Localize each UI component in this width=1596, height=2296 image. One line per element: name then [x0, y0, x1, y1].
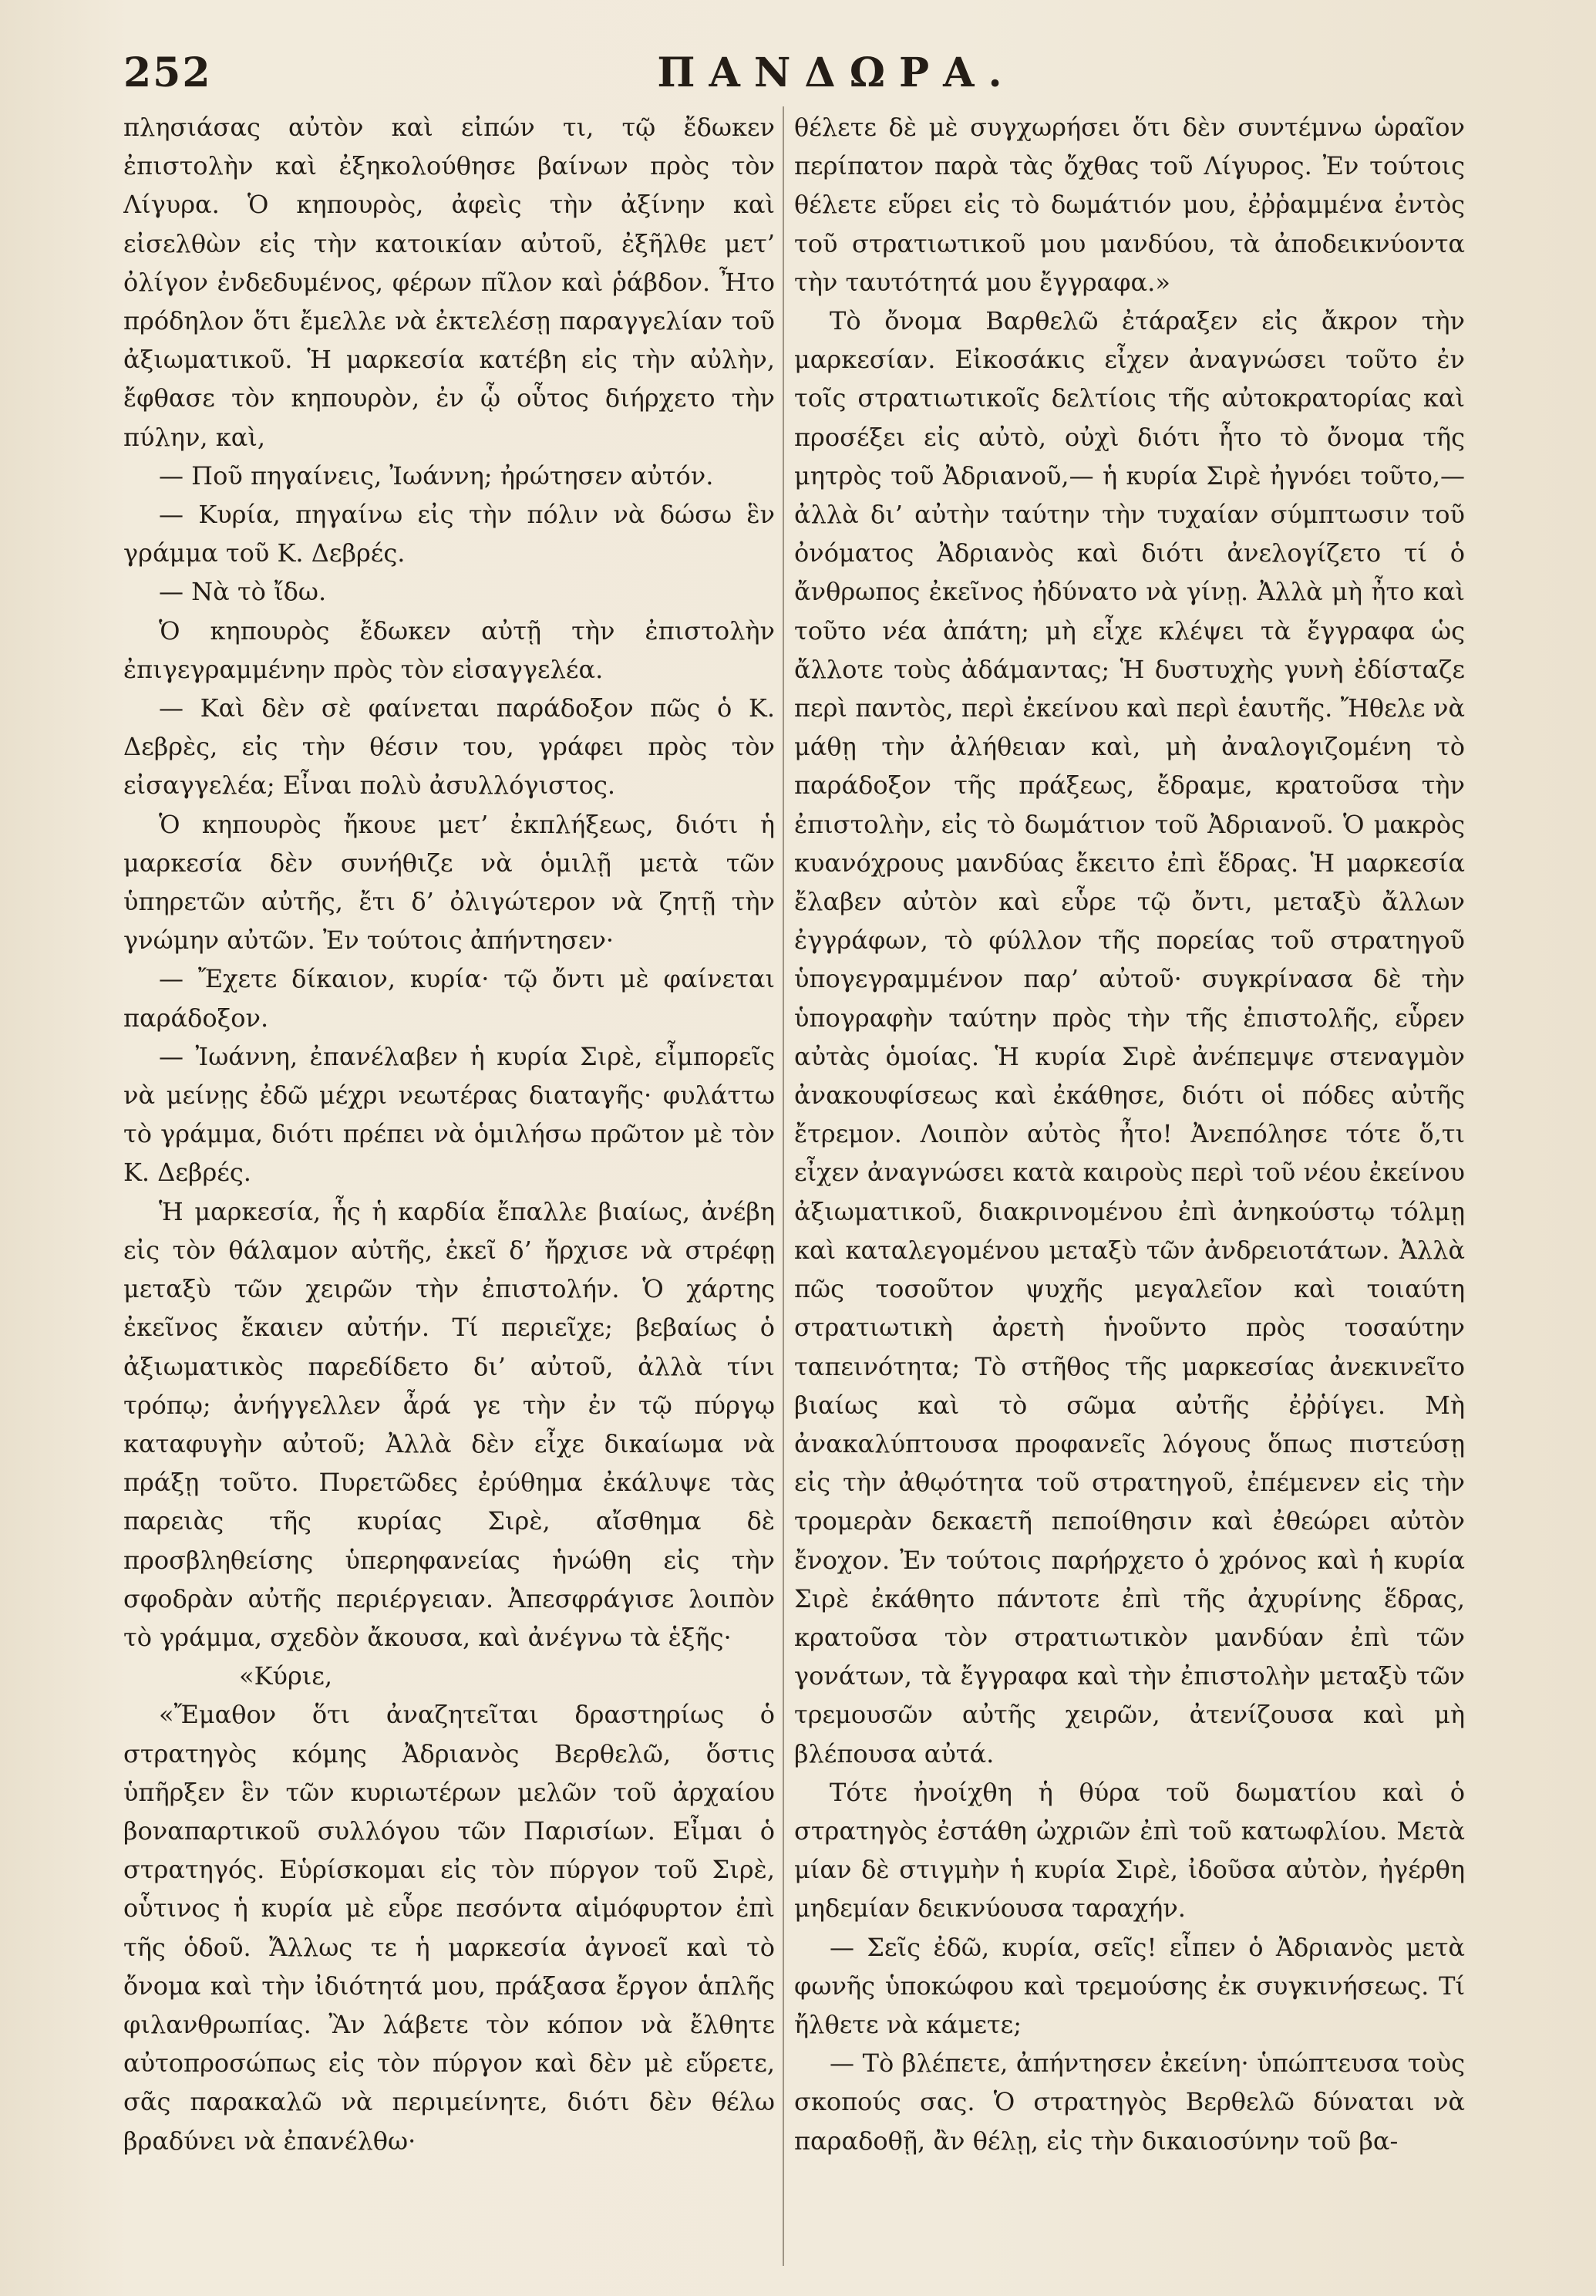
- page-number: 252: [123, 49, 212, 96]
- dialogue-line: — Σεῖς ἐδῶ, κυρία, σεῖς! εἶπεν ὁ Ἀδριανὸς μετὰ φωνῆς ὑποκώφου καὶ τρεμούσης ἐκ συγκινήσεως. Τί ἤλθετε νὰ κάμετε;: [794, 1932, 1465, 2039]
- paragraph: Ὁ κηπουρὸς ἔδωκεν αὐτῇ τὴν ἐπιστολὴν ἐπιγεγραμμένην πρὸς τὸν εἰσαγγελέα.: [123, 615, 775, 684]
- dialogue-line: — Νὰ τὸ ἴδω.: [159, 577, 327, 607]
- right-column: [794, 108, 1465, 2275]
- paragraph: Τότε ἠνοίχθη ἡ θύρα τοῦ δωματίου καὶ ὁ στρατηγὸς ἐστάθη ὠχριῶν ἐπὶ τοῦ κατωφλίου. Μετὰ μίαν δὲ στιγμὴν ἡ κυρία Σιρὲ, ἰδοῦσα αὐτὸν, ἠγέρθη μηδεμίαν δεικνύουσα ταραχήν.: [794, 1777, 1465, 1923]
- paragraph: πλησιάσας αὐτὸν καὶ εἰπών τι, τῷ ἔδωκεν ἐπιστολὴν καὶ ἐξηκολούθησε βαίνων πρὸς τὸν Λίγυρα. Ὁ κηπουρὸς, ἀφεὶς τὴν ἀξίνην καὶ εἰσελθὼν εἰς τὴν κατοικίαν αὐτοῦ, ἐξῆλθε μετ’ ὀλίγον ἐνδεδυμένος, φέρων πῖλον καὶ ῥάβδον. Ἦτο πρόδηλον ὅτι ἔμελλε νὰ ἐκτελέσῃ παραγγελίαν τοῦ ἀξιωματικοῦ. Ἡ μαρκεσία κατέβη εἰς τὴν αὐλὴν, ἔφθασε τὸν κηπουρὸν, ἐν ᾧ οὗτος διήρχετο τὴν πύλην, καὶ,: [123, 113, 775, 452]
- dialogue-line: — Ἰωάννη, ἐπανέλαβεν ἡ κυρία Σιρὲ, εἶμπορεῖς νὰ μείνῃς ἐδῶ μέχρι νεωτέρας διαταγῆς· φυλάττω τὸ γράμμα, διότι πρέπει νὰ ὁμιλήσω πρῶτον μὲ τὸν Κ. Δεβρές.: [123, 1041, 775, 1188]
- running-title: ΠΑΝΔΩΡΑ.: [657, 49, 1016, 96]
- page-header: [123, 49, 1550, 103]
- paragraph: Τὸ ὄνομα Βαρθελῶ ἐτάραξεν εἰς ἄκρον τὴν μαρκεσίαν. Εἰκοσάκις εἶχεν ἀναγνώσει τοῦτο ἐν τοῖς στρατιωτικοῖς δελτίοις τῆς αὐτοκρατορίας καὶ προσέξει εἰς αὐτὸ, οὐχὶ διότι ἦτο τὸ ὄνομα τῆς μητρὸς τοῦ Ἀδριανοῦ,— ἡ κυρία Σιρὲ ἠγνόει τοῦτο,— ἀλλὰ δι’ αὐτὴν ταύτην τὴν τυχαίαν σύμπτωσιν τοῦ ὀνόματος Ἀδριανὸς καὶ διότι ἀνελογίζετο τί ὁ ἄνθρωπος ἐκεῖνος ἠδύνατο νὰ γίνῃ. Ἀλλὰ μὴ ἦτο καὶ τοῦτο νέα ἀπάτη; μὴ εἶχε κλέψει τὰ ἔγγραφα ὡς ἄλλοτε τοὺς ἀδάμαντας; Ἡ δυστυχὴς γυνὴ ἐδίσταζε περὶ παντὸς, περὶ ἐκείνου καὶ περὶ ἑαυτῆς. Ἤθελε νὰ μάθῃ τὴν ἀλήθειαν καὶ, μὴ ἀναλογιζομένη τὸ παράδοξον τῆς πράξεως, ἔδραμε, κρατοῦσα τὴν ἐπιστολὴν, εἰς τὸ δωμάτιον τοῦ Ἀδριανοῦ. Ὁ μακρὸς κυανόχρους μανδύας ἔκειτο ἐπὶ ἕδρας. Ἡ μαρκεσία ἔλαβεν αὐτὸν καὶ εὗρε τῷ ὄντι, μεταξὺ ἄλλων ἐγγράφων, τὸ φύλλον τῆς πορείας τοῦ στρατηγοῦ ὑπογεγραμμένον παρ’ αὐτοῦ· συγκρίνασα δὲ τὴν ὑπογραφὴν ταύτην πρὸς τὴν τῆς ἐπιστολῆς, εὗρεν αὐτὰς ὁμοίας. Ἡ κυρία Σιρὲ ἀνέπεμψε στεναγμὸν ἀνακουφίσεως καὶ ἐκάθησε, διότι οἱ πόδες αὐτῆς ἔτρεμον. Λοιπὸν αὐτὸς ἦτο! Ἀνεπόλησε τότε ὅ,τι εἶχεν ἀναγνώσει κατὰ καιροὺς περὶ τοῦ νέου ἐκείνου ἀξιωματικοῦ, διακρινομένου ἐπὶ ἀνηκούστῳ τόλμῃ καὶ καταλεγομένου μεταξὺ τῶν ἀνδρειοτάτων. Ἀλλὰ πῶς τοσοῦτον ψυχῆς μεγαλεῖον καὶ τοιαύτη στρατιωτικὴ ἀρετὴ ἡνοῦντο πρὸς τοσαύτην ταπεινότητα; Τὸ στῆθος τῆς μαρκεσίας ἀνεκινεῖτο βιαίως καὶ τὸ σῶμα αὐτῆς ἐῤῥίγει. Μὴ ἀνακαλύπτουσα προφανεῖς λόγους ὅπως πιστεύσῃ εἰς τὴν ἀθῳότητα τοῦ στρατηγοῦ, ἐπέμενεν εἰς τὴν τρομερὰν δεκαετῆ πεποίθησιν καὶ ἐθεώρει αὐτὸν ἔνοχον. Ἐν τούτοις παρήρχετο ὁ χρόνος καὶ ἡ κυρία Σιρὲ ἐκάθητο πάντοτε ἐπὶ τῆς ἀχυρίνης ἕδρας, κρατοῦσα τὸν στρατιωτικὸν μανδύαν ἐπὶ τῶν γονάτων, τὰ ἔγγραφα καὶ τὴν ἐπιστολὴν μεταξὺ τῶν τρεμουσῶν αὐτῆς χειρῶν, ἀτενίζουσα καὶ μὴ βλέπουσα αὐτά.: [794, 306, 1465, 1768]
- left-column: [123, 108, 775, 2275]
- dialogue-line: — Τὸ βλέπετε, ἀπήντησεν ἐκείνη· ὑπώπτευσα τοὺς σκοπούς σας. Ὁ στρατηγὸς Βερθελῶ δύναται νὰ παραδοθῇ, ἂν θέλῃ, εἰς τὴν δικαιοσύνην τοῦ βα-: [794, 2048, 1465, 2156]
- dialogue-line: — Ποῦ πηγαίνεις, Ἰωάννη; ἠρώτησεν αὐτόν.: [159, 460, 714, 491]
- letter-body-continued: θέλετε δὲ μὲ συγχωρήσει ὅτι δὲν συντέμνω ὡραῖον περίπατον παρὰ τὰς ὄχθας τοῦ Λίγυρος. Ἐν τούτοις θέλετε εὕρει εἰς τὸ δωμάτιόν μου, ἐῤῥαμμένα ἐντὸς τοῦ στρατιωτικοῦ μου μανδύου, τὰ ἀποδεικνύοντα τὴν ταυτότητά μου ἔγγραφα.»: [794, 113, 1465, 297]
- column-divider: [783, 106, 784, 2266]
- letter-body: «Ἔμαθον ὅτι ἀναζητεῖται δραστηρίως ὁ στρατηγὸς κόμης Ἀδριανὸς Βερθελῶ, ὅστις ὑπῆρξεν ἓν τῶν κυριωτέρων μελῶν τοῦ ἀρχαίου βοναπαρτικοῦ συλλόγου τῶν Παρισίων. Εἶμαι ὁ στρατηγός. Εὑρίσκομαι εἰς τὸν πύργον τοῦ Σιρὲ, οὗτινος ἡ κυρία μὲ εὗρε πεσόντα αἱμόφυρτον ἐπὶ τῆς ὁδοῦ. Ἄλλως τε ἡ μαρκεσία ἀγνοεῖ καὶ τὸ ὄνομα καὶ τὴν ἰδιότητά μου, πράξασα ἔργον ἁπλῆς φιλανθρωπίας. Ἂν λάβετε τὸν κόπον νὰ ἔλθητε αὐτοπροσώπως εἰς τὸν πύργον καὶ δὲν μὲ εὕρετε, σᾶς παρακαλῶ νὰ περιμείνητε, διότι δὲν θέλω βραδύνει νὰ ἐπανέλθω·: [123, 1700, 775, 2156]
- paragraph: Ἡ μαρκεσία, ἧς ἡ καρδία ἔπαλλε βιαίως, ἀνέβη εἰς τὸν θάλαμον αὐτῆς, ἐκεῖ δ’ ἤρχισε νὰ στρέφῃ μεταξὺ τῶν χειρῶν τὴν ἐπιστολήν. Ὁ χάρτης ἐκεῖνος ἔκαιεν αὐτήν. Τί περιεῖχε; βεβαίως ὁ ἀξιωματικὸς παρεδίδετο δι’ αὐτοῦ, ἀλλὰ τίνι τρόπῳ; ἀνήγγελλεν ἆρά γε τὴν ἐν τῷ πύργῳ καταφυγὴν αὐτοῦ; Ἀλλὰ δὲν εἶχε δικαίωμα νὰ πράξῃ τοῦτο. Πυρετῶδες ἐρύθημα ἐκάλυψε τὰς παρειὰς τῆς κυρίας Σιρὲ, αἴσθημα δὲ προσβληθείσης ὑπερηφανείας ἡνώθη εἰς τὴν σφοδρὰν αὐτῆς περιέργειαν. Ἀπεσφράγισε λοιπὸν τὸ γράμμα, σχεδὸν ἄκουσα, καὶ ἀνέγνω τὰ ἑξῆς·: [123, 1196, 775, 1652]
- paragraph: Ὁ κηπουρὸς ἤκουε μετ’ ἐκπλήξεως, διότι ἡ μαρκεσία δὲν συνήθιζε νὰ ὁμιλῇ μετὰ τῶν ὑπηρετῶν αὐτῆς, ἔτι δ’ ὀλιγώτερον νὰ ζητῇ τὴν γνώμην αὐτῶν. Ἐν τούτοις ἀπήντησεν·: [123, 809, 775, 956]
- dialogue-line: — Κυρία, πηγαίνω εἰς τὴν πόλιν νὰ δώσω ἓν γράμμα τοῦ Κ. Δεβρές.: [123, 500, 775, 568]
- dialogue-line: — Ἔχετε δίκαιον, κυρία· τῷ ὄντι μὲ φαίνεται παράδοξον.: [123, 964, 775, 1033]
- letter-salutation: «Κύριε,: [239, 1661, 333, 1691]
- dialogue-line: — Καὶ δὲν σὲ φαίνεται παράδοξον πῶς ὁ Κ. Δεβρὲς, εἰς τὴν θέσιν του, γράφει πρὸς τὸν εἰσαγγελέα; Εἶναι πολὺ ἀσυλλόγιστος.: [123, 693, 775, 801]
